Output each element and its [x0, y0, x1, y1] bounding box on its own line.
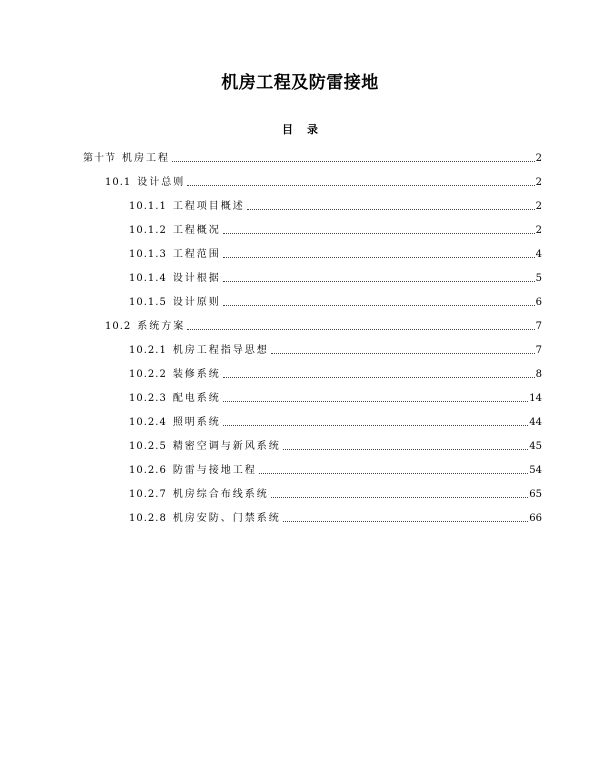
toc-dot-leader — [172, 161, 535, 162]
toc-entry-title: 机房工程指导思想 — [172, 345, 269, 356]
toc-entry-title: 设计原则 — [172, 297, 221, 308]
toc-dot-leader — [223, 233, 535, 234]
toc-entry-title: 机房安防、门禁系统 — [172, 513, 281, 524]
toc-entry-number: 10.2.1 — [129, 345, 167, 356]
toc-heading: 目录 — [282, 123, 332, 136]
toc-entry-page: 44 — [529, 417, 542, 428]
toc-entry-number: 10.2.4 — [129, 417, 167, 428]
toc-entry-page: 7 — [535, 345, 542, 356]
toc-entry-title: 设计总则 — [137, 177, 186, 188]
toc-entry-page: 6 — [535, 297, 542, 308]
toc-entry-number: 10.1.3 — [129, 249, 167, 260]
toc-entry-number: 10.2.7 — [129, 489, 167, 500]
toc-entry[interactable] — [105, 319, 542, 333]
toc-dot-leader — [271, 353, 535, 354]
toc-entry-page: 66 — [529, 513, 542, 524]
toc-entry-page: 7 — [535, 321, 542, 332]
toc-entry-page: 65 — [529, 489, 542, 500]
toc-entry-number: 10.2.8 — [129, 513, 167, 524]
toc-entry-page: 2 — [535, 225, 542, 236]
toc-entry-page: 45 — [529, 441, 542, 452]
toc-entry[interactable] — [129, 487, 542, 501]
toc-entry[interactable] — [83, 151, 542, 165]
toc-dot-leader — [223, 281, 535, 282]
toc-entry-page: 2 — [535, 201, 542, 212]
toc-entry[interactable] — [129, 463, 542, 477]
toc-entry-title: 系统方案 — [137, 321, 186, 332]
toc-entry-page: 2 — [535, 153, 542, 164]
toc-entry-number: 10.1.5 — [129, 297, 167, 308]
toc-entry[interactable] — [129, 247, 542, 261]
toc-entry-title: 设计根据 — [172, 273, 221, 284]
toc-entry-number: 10.2.3 — [129, 393, 167, 404]
toc-dot-leader — [259, 473, 528, 474]
toc-entry-page: 54 — [529, 465, 542, 476]
toc-dot-leader — [247, 209, 535, 210]
toc-entry-number: 10.1 — [105, 177, 132, 188]
toc-entry[interactable] — [129, 295, 542, 309]
document-title: 机房工程及防雷接地 — [221, 73, 379, 93]
toc-entry-title: 机房综合布线系统 — [172, 489, 269, 500]
toc-dot-leader — [283, 521, 528, 522]
toc-entry-number: 10.2.5 — [129, 441, 167, 452]
toc-dot-leader — [283, 449, 528, 450]
toc-dot-leader — [223, 257, 535, 258]
toc-entry[interactable] — [129, 223, 542, 237]
toc-entry-page: 14 — [529, 393, 542, 404]
toc-dot-leader — [223, 401, 528, 402]
toc-entry[interactable] — [105, 175, 542, 189]
toc-entry-title: 装修系统 — [172, 369, 221, 380]
toc-entry-title: 照明系统 — [172, 417, 221, 428]
toc-entry-number: 10.2.6 — [129, 465, 167, 476]
toc-entry-page: 5 — [535, 273, 542, 284]
toc-entry-number: 10.1.2 — [129, 225, 167, 236]
toc-entry[interactable] — [129, 391, 542, 405]
toc-entry-number: 10.1.4 — [129, 273, 167, 284]
toc-entry-title: 机房工程 — [122, 153, 170, 164]
toc-entry-page: 2 — [535, 177, 542, 188]
toc-entry-title: 工程项目概述 — [172, 201, 245, 212]
toc-entry[interactable] — [129, 511, 542, 525]
toc-entry[interactable] — [129, 271, 542, 285]
toc-entry[interactable] — [129, 439, 542, 453]
toc-entry-title: 工程概况 — [172, 225, 221, 236]
toc-entry-number: 10.2.2 — [129, 369, 167, 380]
toc-entry-page: 8 — [535, 369, 542, 380]
toc-entry-title: 配电系统 — [172, 393, 221, 404]
toc-dot-leader — [223, 377, 535, 378]
toc-dot-leader — [271, 497, 528, 498]
toc-entry[interactable] — [129, 199, 542, 213]
toc-dot-leader — [187, 329, 534, 330]
toc-entry-number: 第十节 — [83, 153, 116, 164]
toc-entry-title: 工程范围 — [172, 249, 221, 260]
toc-dot-leader — [223, 425, 528, 426]
toc-entry-number: 10.2 — [105, 321, 132, 332]
toc-entry-title: 防雷与接地工程 — [172, 465, 257, 476]
toc-entry[interactable] — [129, 415, 542, 429]
toc-entry[interactable] — [129, 367, 542, 381]
toc-entry-number: 10.1.1 — [129, 201, 167, 212]
toc-dot-leader — [187, 185, 534, 186]
toc-entry-title: 精密空调与新风系统 — [172, 441, 281, 452]
toc-entry[interactable] — [129, 343, 542, 357]
toc-entry-page: 4 — [535, 249, 542, 260]
toc-dot-leader — [223, 305, 535, 306]
